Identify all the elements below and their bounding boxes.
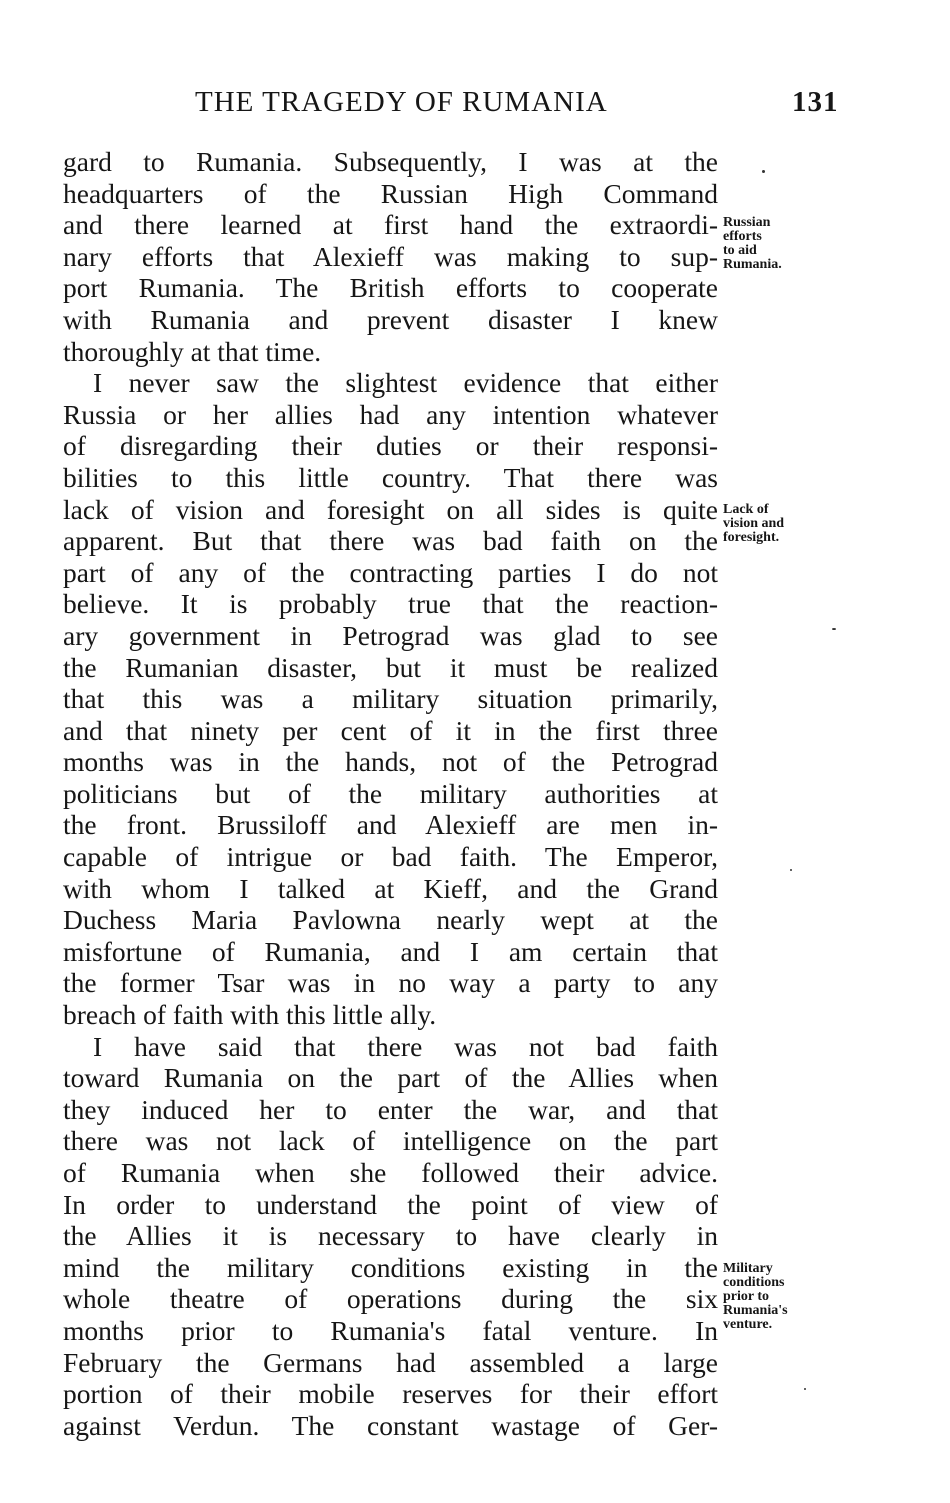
margin-note-line: Military [723,1261,773,1276]
text-line: the front. Brussiloff and Alexieff are men in- [63,809,718,841]
text-line: and that ninety per cent of it in the first three [63,714,718,746]
text-line: they induced her to enter the war, and that [63,1093,718,1125]
running-title: THE TRAGEDY OF RUMANIA [195,86,608,118]
text-line: toward Rumania on the part of the Allies when [63,1062,718,1094]
print-speck [804,1388,806,1390]
margin-note-russian-efforts [723,216,843,272]
margin-note-line: venture. [723,1317,773,1332]
text-line: breach of faith with this little ally. [63,999,437,1031]
margin-note-line: Rumania's [723,1303,788,1318]
text-line: of disregarding their duties or their responsi- [63,430,718,462]
text-line: with Rumania and prevent disaster I knew [63,303,718,335]
print-speck [762,170,765,173]
text-line: the Allies it is necessary to have clearly in [63,1220,718,1252]
text-line: port Rumania. The British efforts to cooperate [63,272,718,304]
text-line: that this was a military situation primarily, [63,683,718,715]
text-line: nary efforts that Alexieff was making to sup- [63,240,718,272]
text-line: months prior to Rumania's fatal venture. In [63,1314,718,1346]
page-number: 131 [792,86,839,118]
text-line: whole theatre of operations during the six [63,1283,718,1315]
margin-note-line: to aid [723,243,757,258]
margin-note-lack-of-vision [723,503,843,545]
text-line: politicians but of the military authorities at [63,777,718,809]
text-line: capable of intrigue or bad faith. The Emperor, [63,841,718,873]
text-line: with whom I talked at Kieff, and the Grand [63,872,718,904]
text-line: Duchess Maria Pavlowna nearly wept at the [63,904,718,936]
text-line: gard to Rumania. Subsequently, I was at the [63,146,718,177]
margin-note-line: Rumania. [723,257,782,272]
margin-note-line: prior to [723,1289,770,1304]
text-line: misfortune of Rumania, and I am certain that [63,935,718,967]
text-line: there was not lack of intelligence on the part [63,1125,718,1157]
text-line: In order to understand the point of view of [63,1188,718,1220]
text-line: and there learned at first hand the extraordi- [63,209,718,241]
text-line: bilities to this little country. That there was [63,461,718,493]
paragraph-first-line: I have said that there was not bad faith [93,1030,718,1062]
text-line: Russia or her allies had any intention whatever [63,398,718,430]
margin-note-line: efforts [723,229,762,244]
text-line: the former Tsar was in no way a party to any [63,967,718,999]
print-speck [832,628,836,630]
text-line: believe. It is probably true that the reaction- [63,588,718,620]
text-line: months was in the hands, not of the Petrograd [63,746,718,778]
margin-note-line: Lack of [723,502,769,517]
text-line: of Rumania when she followed their advice. [63,1157,718,1188]
text-line: against Verdun. The constant wastage of Ger- [63,1409,718,1441]
body-text [63,146,718,1441]
margin-note-military-conditions [723,1262,843,1332]
text-line: the Rumanian disaster, but it must be realized [63,651,718,683]
paragraph-first-line: I never saw the slightest evidence that either [93,367,718,399]
text-line: headquarters of the Russian High Command [63,177,718,209]
text-line: apparent. But that there was bad faith on the [63,525,718,557]
margin-note-line: conditions [723,1275,785,1290]
text-line: thoroughly at that time. [63,335,322,367]
margin-note-line: foresight. [723,530,780,545]
print-speck [790,869,792,871]
text-line: mind the military conditions existing in the [63,1251,718,1283]
margin-note-line: vision and [723,516,785,531]
text-line: ary government in Petrograd was glad to see [63,619,718,651]
text-line: February the Germans had assembled a large [63,1346,718,1378]
text-line: part of any of the contracting parties I do not [63,556,718,588]
margin-note-line: Russian [723,215,771,230]
text-line: lack of vision and foresight on all sides is quite [63,493,718,525]
text-line: portion of their mobile reserves for their effort [63,1378,718,1410]
